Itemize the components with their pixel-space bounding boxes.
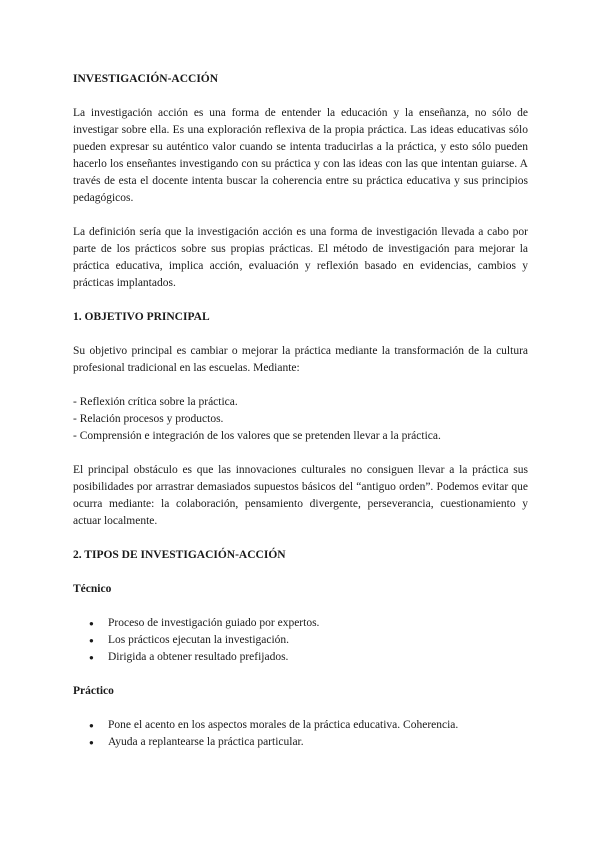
section-1-paragraph: Su objetivo principal es cambiar o mejorar la práctica mediante la transformación de la cultura profesional tradicional en las escuelas. Mediante:: [73, 345, 528, 374]
practico-list: [73, 717, 528, 751]
list-item: ● Proceso de investigación guiado por expertos.: [73, 615, 528, 632]
section-1-heading: 1. OBJETIVO PRINCIPAL: [73, 311, 210, 323]
section-1-paragraph-2: El principal obstáculo es que las innovaciones culturales no consiguen llevar a la práctica sus posibilidades por arrastrar demasiados supuestos básicos del “antiguo orden”. Podemos evitar que ocurra mediante: la colaboración, pensamiento divergente, perseverancia, cuestionamiento y actuar localmente.: [73, 464, 528, 527]
list-item: ● Dirigida a obtener resultado prefijados.: [73, 649, 528, 666]
section-2-heading: 2. TIPOS DE INVESTIGACIÓN-ACCIÓN: [73, 549, 286, 561]
subheading-practico: Práctico: [73, 685, 114, 697]
intro-paragraph-1: La investigación acción es una forma de entender la educación y la enseñanza, no sólo de investigar sobre ella. Es una exploración reflexiva de la propia práctica. Las ideas educativas sólo pueden expresar su auténtico valor cuando se intenta traducirlas a la práctica, y esto sólo pueden hacerlo los enseñantes investigando con su práctica y con las ideas con las que intentan guiarse. A través de esta el docente intenta buscar la coherencia entre su práctica educativa y sus principios pedagógicos.: [73, 107, 528, 204]
objective-list: [73, 394, 528, 445]
list-item: ● Ayuda a replantearse la práctica particular.: [73, 734, 528, 751]
document-title: INVESTIGACIÓN-ACCIÓN: [73, 73, 219, 85]
subheading-tecnico: Técnico: [73, 583, 112, 595]
intro-paragraph-2: La definición sería que la investigación acción es una forma de investigación llevada a cabo por parte de los prácticos sobre sus propias prácticas. El método de investigación para mejorar la práctica educativa, implica acción, evaluación y reflexión basado en evidencias, cambios y prácticas implantados.: [73, 226, 528, 289]
list-item: - Reflexión crítica sobre la práctica.: [73, 396, 238, 408]
tecnico-list: [73, 615, 528, 666]
list-item: - Comprensión e integración de los valores que se pretenden llevar a la práctica.: [73, 430, 441, 442]
list-item: - Relación procesos y productos.: [73, 413, 224, 425]
list-item: ● Los prácticos ejecutan la investigación.: [73, 632, 528, 649]
document-content: [73, 71, 528, 751]
list-item: ● Pone el acento en los aspectos morales de la práctica educativa. Coherencia.: [73, 717, 528, 734]
